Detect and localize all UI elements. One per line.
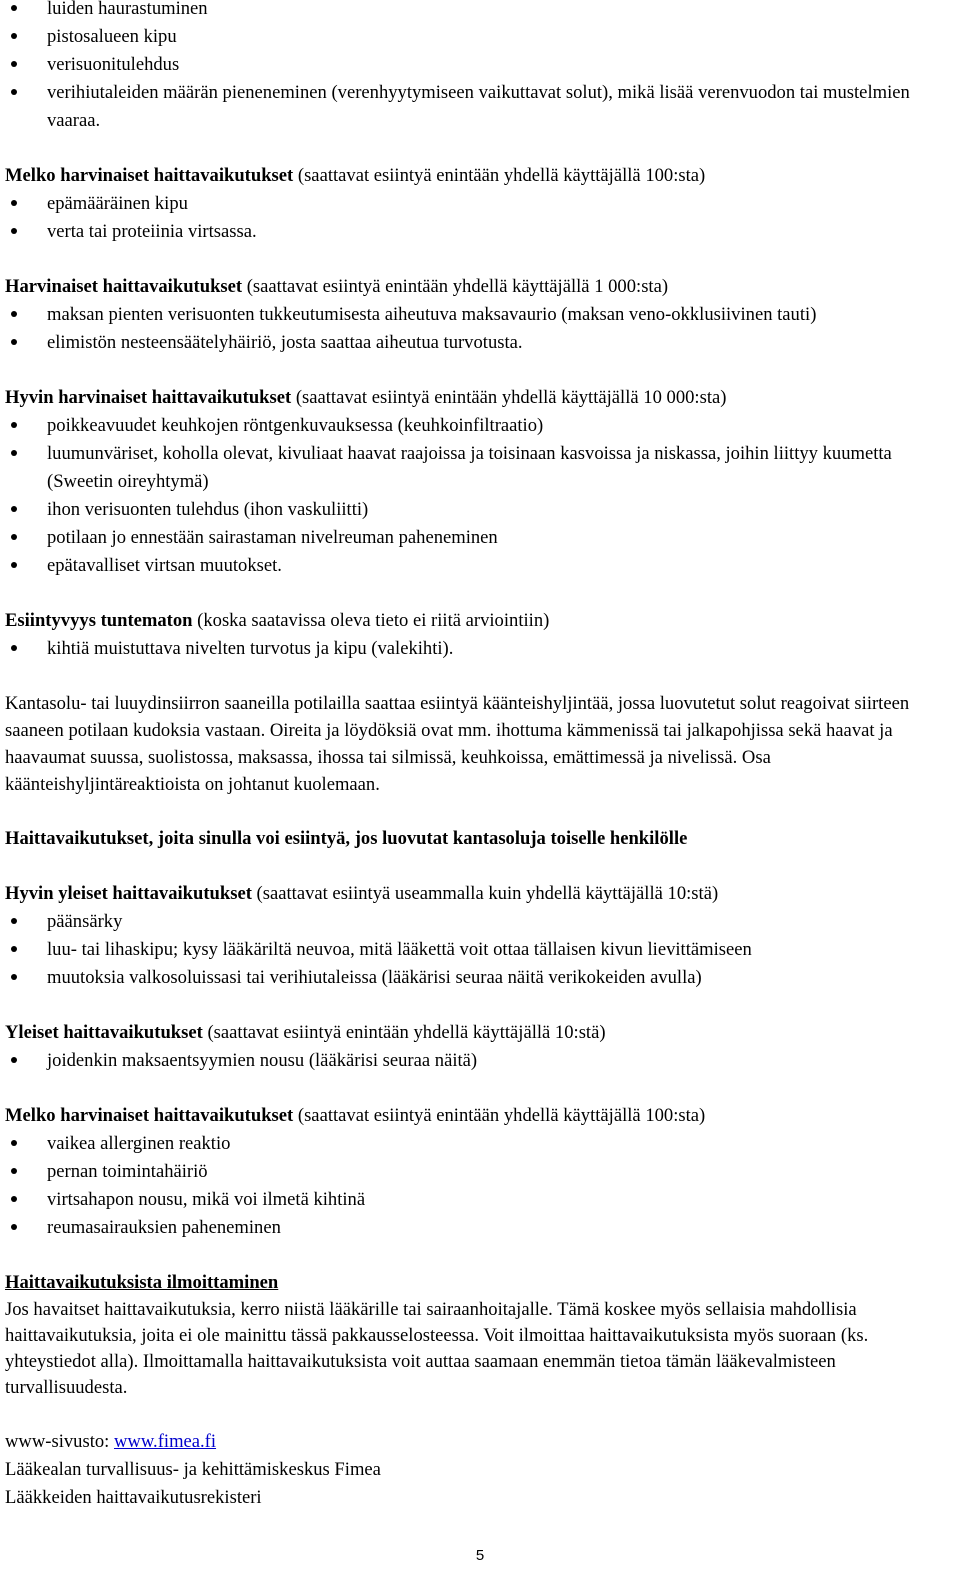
web-label: www-sivusto: <box>5 1431 114 1452</box>
list-item: maksan pienten verisuonten tukkeutumisesta aiheutuva maksavaurio (maksan veno-okklusiivinen tauti) <box>5 301 952 329</box>
contact-line-agency: Lääkealan turvallisuus- ja kehittämiskeskus Fimea <box>5 1459 381 1480</box>
heading-rest: (saattavat esiintyä enintään yhdellä käyttäjällä 100:sta) <box>293 165 706 186</box>
donor-heading-uncommon <box>5 1102 952 1130</box>
heading-rest: (koska saatavissa oleva tieto ei riitä arviointiin) <box>192 610 550 631</box>
donor-heading-very-common <box>5 880 952 908</box>
list-item: verta tai proteiinia virtsassa. <box>5 218 952 246</box>
heading-bold: Yleiset haittavaikutukset <box>5 1022 203 1043</box>
contact-line-register: Lääkkeiden haittavaikutusrekisteri <box>5 1487 262 1508</box>
list-item: muutoksia valkosoluissasi tai verihiutaleissa (lääkärisi seuraa näitä verikokeiden avulla) <box>5 964 952 992</box>
list-item: pistosalueen kipu <box>5 23 952 51</box>
heading-bold: Hyvin harvinaiset haittavaikutukset <box>5 387 292 408</box>
list-item: verisuonitulehdus <box>5 51 952 79</box>
section-heading-very-rare <box>5 384 952 412</box>
heading-rest: (saattavat esiintyä useammalla kuin yhdellä käyttäjällä 10:stä) <box>251 883 719 904</box>
list-item: poikkeavuudet keuhkojen röntgenkuvauksessa (keuhkoinfiltraatio) <box>5 412 952 440</box>
heading-bold: Hyvin yleiset haittavaikutukset <box>5 883 252 904</box>
heading-bold: Melko harvinaiset haittavaikutukset <box>5 165 294 186</box>
fimea-link[interactable]: www.fimea.fi <box>113 1431 217 1452</box>
donor-section-heading: Haittavaikutukset, joita sinulla voi esiintyä, jos luovutat kantasoluja toiselle henkilölle <box>5 828 688 849</box>
section-heading-uncommon <box>5 162 952 190</box>
list-item: luiden haurastuminen <box>5 0 952 23</box>
unknown-frequency-list <box>5 635 952 663</box>
donor-uncommon-list <box>5 1130 952 1242</box>
section-heading-rare <box>5 273 952 301</box>
list-item: epämääräinen kipu <box>5 190 952 218</box>
heading-bold: Melko harvinaiset haittavaikutukset <box>5 1105 294 1126</box>
list-item: verihiutaleiden määrän pieneneminen (verenhyytymiseen vaikuttavat solut), mikä lisää verenvuodon tai mustelmien vaaraa. <box>5 79 952 135</box>
donor-common-list <box>5 1047 952 1075</box>
gvhd-paragraph: Kantasolu- tai luuydinsiirron saaneilla potilailla saattaa esiintyä käänteishyljintää, jossa luovutetut solut reagoivat siirteen saaneen potilaan kudoksia vastaan. Oireita ja löydöksiä ovat mm. ihottuma kämmenissä tai jalkapohjissa sekä haavat ja haavaumat suussa, suolistossa, maksassa, ihossa tai silmissä, keuhkoissa, emättimessä ja nivelissä. Osa käänteishyljintäreaktioista on johtanut kuolemaan. <box>5 693 910 795</box>
list-item: päänsärky <box>5 908 952 936</box>
heading-rest: (saattavat esiintyä enintään yhdellä käyttäjällä 100:sta) <box>293 1105 706 1126</box>
list-item: reumasairauksien paheneminen <box>5 1214 952 1242</box>
reporting-heading: Haittavaikutuksista ilmoittaminen <box>5 1272 279 1293</box>
heading-rest: (saattavat esiintyä enintään yhdellä käyttäjällä 1 000:sta) <box>242 276 669 297</box>
list-item: ihon verisuonten tulehdus (ihon vaskuliitti) <box>5 496 952 524</box>
list-item: virtsahapon nousu, mikä voi ilmetä kihtinä <box>5 1186 952 1214</box>
heading-rest: (saattavat esiintyä enintään yhdellä käyttäjällä 10:stä) <box>202 1022 606 1043</box>
list-item: potilaan jo ennestään sairastaman nivelreuman paheneminen <box>5 524 952 552</box>
rare-list <box>5 301 952 357</box>
section-heading-unknown <box>5 607 952 635</box>
list-item: pernan toimintahäiriö <box>5 1158 952 1186</box>
contact-web <box>5 1428 952 1456</box>
reporting-paragraph: Jos havaitset haittavaikutuksia, kerro niistä lääkärille tai sairaanhoitajalle. Tämä koskee myös sellaisia mahdollisia haittavaikutuksia, joita ei ole mainittu tässä pakkausselosteessa. Voit ilmoittaa haittavaikutuksista myös suoraan (ks. yhteystiedot alla). Ilmoittamalla haittavaikutuksista voit auttaa saamaan enemmän tietoa tämän lääkevalmisteen turvallisuudesta. <box>5 1299 869 1398</box>
heading-bold: Esiintyvyys tuntematon <box>5 610 193 631</box>
page-number: 5 <box>475 1547 485 1564</box>
donor-heading-common <box>5 1019 952 1047</box>
list-item: kihtiä muistuttava nivelten turvotus ja kipu (valekihti). <box>5 635 952 663</box>
list-item: epätavalliset virtsan muutokset. <box>5 552 952 580</box>
list-item: luu- tai lihaskipu; kysy lääkäriltä neuvoa, mitä lääkettä voit ottaa tällaisen kivun lievittämiseen <box>5 936 952 964</box>
list-item: luumunväriset, koholla olevat, kivuliaat haavat raajoissa ja toisinaan kasvoissa ja niskassa, joihin liittyy kuumetta (Sweetin oireyhtymä) <box>5 440 952 496</box>
donor-very-common-list <box>5 908 952 992</box>
list-item: joidenkin maksaentsyymien nousu (lääkärisi seuraa näitä) <box>5 1047 952 1075</box>
list-item: elimistön nesteensäätelyhäiriö, josta saattaa aiheutua turvotusta. <box>5 329 952 357</box>
uncommon-list <box>5 190 952 246</box>
heading-bold: Harvinaiset haittavaikutukset <box>5 276 243 297</box>
heading-rest: (saattavat esiintyä enintään yhdellä käyttäjällä 10 000:sta) <box>291 387 727 408</box>
intro-side-effect-list <box>5 0 952 135</box>
very-rare-list <box>5 412 952 580</box>
list-item: vaikea allerginen reaktio <box>5 1130 952 1158</box>
